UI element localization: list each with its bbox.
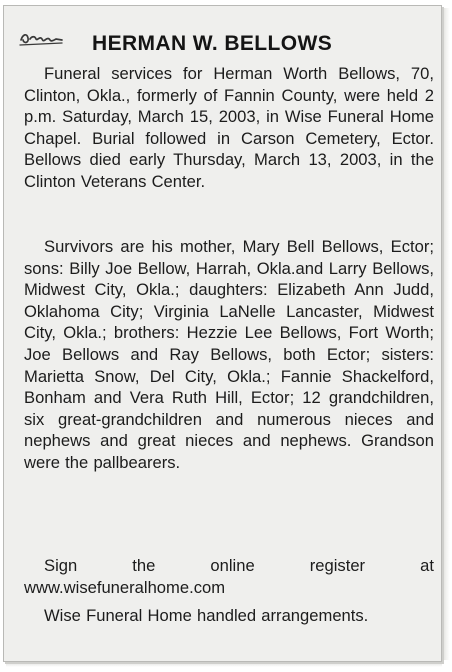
scan-edge-right — [441, 8, 450, 660]
handwritten-scribble-icon — [18, 28, 64, 50]
online-register-paragraph: Sign the online register at www.wisefuneralhome.com — [24, 556, 434, 597]
reverse-side-bleed-through — [194, 642, 434, 660]
obituary-headline: HERMAN W. BELLOWS — [92, 32, 333, 55]
survivors-paragraph: Survivors are his mother, Mary Bell Bellows, Ector; sons: Billy Joe Bellow, Harrah, Okla.and Larry Bellows, Midwest City, Okla.; daughters: Elizabeth Ann Judd, Oklahoma City; Virginia LaNelle Lancaster, Midwest City, Okla.; brothers: Hezzie Lee Bellows, Fort Worth; Joe Bellows and Ray Bellows, both Ector; sisters: Marietta Snow, Del City, Okla.; Fannie Shackelford, Bonham and Vera Ruth Hill, Ector; 12 grandchildren, six great-grandchildren and numerous nieces and nephews and great nieces and nephews. Grandson were the pallbearers. — [24, 237, 434, 472]
arrangements-paragraph: Wise Funeral Home handled arrangements. — [44, 606, 369, 625]
newspaper-clipping — [3, 5, 442, 662]
funeral-services-paragraph: Funeral services for Herman Worth Bellows, 70, Clinton, Okla., formerly of Fannin County, were held 2 p.m. Saturday, March 15, 2003, in Wise Funeral Home Chapel. Burial followed in Carson Cemetery, Ector. Bellows died early Thursday, March 13, 2003, in the Clinton Veterans Center. — [24, 64, 434, 191]
